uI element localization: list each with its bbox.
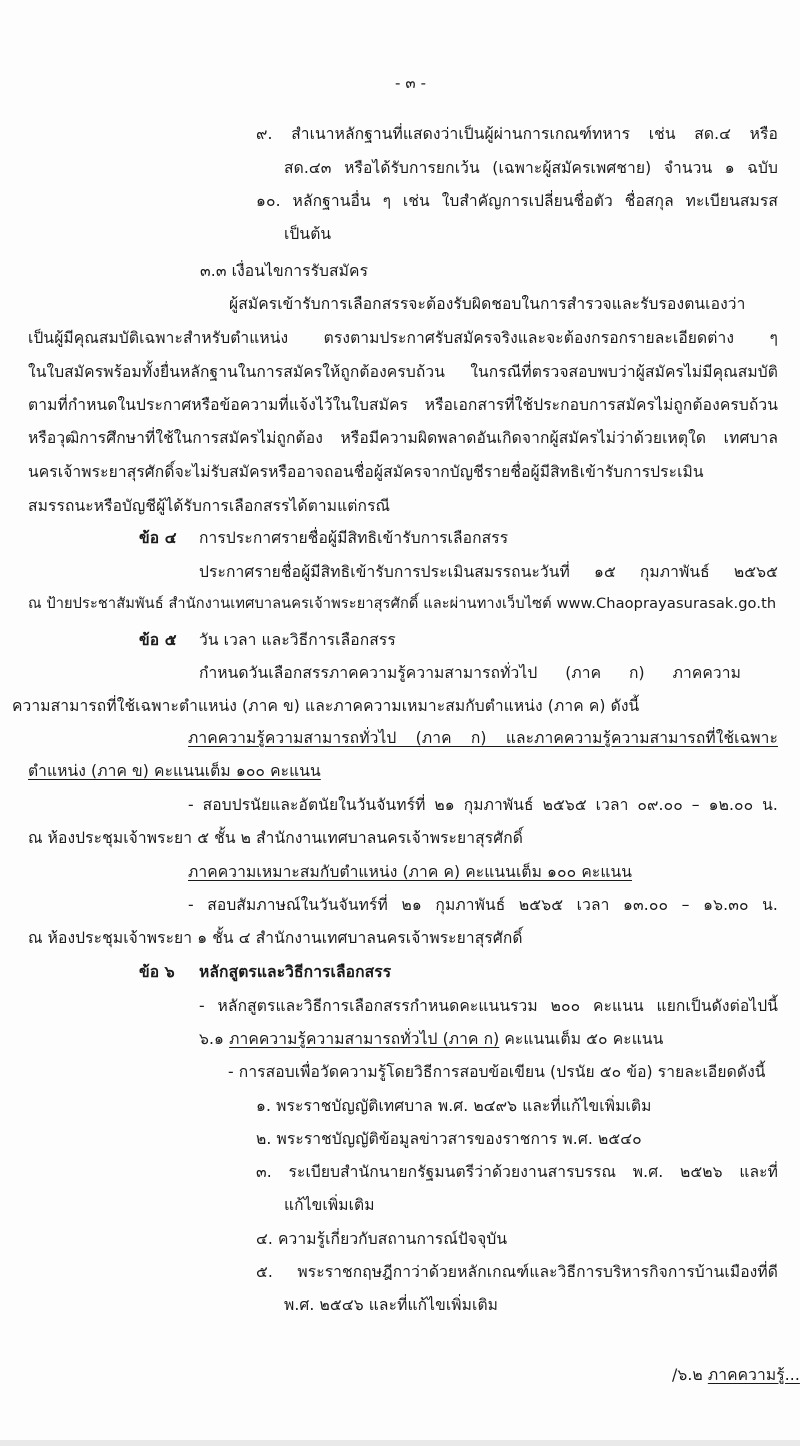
syllabus-item-3: ๓. ระเบียบสำนักนายกรัฐมนตรีว่าด้วยงานสารบรรณ พ.ศ. ๒๕๒๖ และที่: [256, 1163, 778, 1181]
clause-5-label: ข้อ ๕: [139, 631, 177, 649]
clause-5-line-1: กำหนดวันเลือกสรรภาคความรู้ความสามารถทั่วไป (ภาค ก) ภาคความ: [199, 664, 741, 682]
clause-4-label: ข้อ ๔: [139, 529, 177, 547]
syllabus-item-5: ๕. พระราชกฤษฎีกาว่าด้วยหลักเกณฑ์และวิธีการบริหารกิจการบ้านเมืองที่ดี: [256, 1263, 778, 1281]
section-3-3-heading: ๓.๓ เงื่อนไขการรับสมัคร: [200, 262, 369, 280]
page-bottom-edge: [0, 1440, 800, 1446]
continuation-note: [672, 1365, 800, 1385]
item-9-line-1: ๙. สำเนาหลักฐานที่แสดงว่าเป็นผู้ผ่านการเกณฑ์ทหาร เช่น สด.๔ หรือ: [256, 125, 778, 143]
section-3-3-line-3: ในใบสมัครพร้อมทั้งยื่นหลักฐานในการสมัครให้ถูกต้องครบถ้วน ในกรณีที่ตรวจสอบพบว่าผู้สมัครไม่มีคุณสมบัติ: [28, 363, 778, 381]
item-10-line-1: ๑๐. หลักฐานอื่น ๆ เช่น ใบสำคัญการเปลี่ยนชื่อตัว ชื่อสกุล ทะเบียนสมรส: [256, 192, 778, 210]
clause-5-underline-2: ตำแหน่ง (ภาค ข) คะแนนเต็ม ๑๐๐ คะแนน: [28, 762, 321, 780]
clause-5-underline-1: ภาคความรู้ความสามารถทั่วไป (ภาค ก) และภาคความรู้ความสามารถที่ใช้เฉพาะ: [188, 729, 778, 747]
clause-6-heading: หลักสูตรและวิธีการเลือกสรร: [199, 963, 392, 981]
continuation-prefix: /๖.๒: [672, 1366, 708, 1384]
clause-5-underline-3: ภาคความเหมาะสมกับตำแหน่ง (ภาค ค) คะแนนเต็ม ๑๐๐ คะแนน: [188, 863, 633, 881]
clause-6-1-title: ภาคความรู้ความสามารถทั่วไป (ภาค ก): [229, 1030, 500, 1048]
clause-6-line-1: - หลักสูตรและวิธีการเลือกสรรกำหนดคะแนนรวม ๒๐๐ คะแนน แยกเป็นดังต่อไปนี้: [199, 997, 778, 1015]
section-3-3-line-4: ตามที่กำหนดในประกาศหรือข้อความที่แจ้งไว้ในใบสมัคร หรือเอกสารที่ใช้ประกอบการสมัครไม่ถูกต้องครบถ้วน: [28, 396, 778, 414]
clause-4-line-1: ประกาศรายชื่อผู้มีสิทธิเข้ารับการประเมินสมรรถนะวันที่ ๑๕ กุมภาพันธ์ ๒๕๖๕: [199, 563, 778, 581]
syllabus-item-4: ๔. ความรู้เกี่ยวกับสถานการณ์ปัจจุบัน: [256, 1230, 508, 1248]
clause-6-1-score: คะแนนเต็ม ๕๐ คะแนน: [504, 1030, 664, 1048]
clause-4-line-2: ณ ป้ายประชาสัมพันธ์ สำนักงานเทศบาลนครเจ้าพระยาสุรศักดิ์ และผ่านทางเว็บไซต์ www.Chaoprayasurasak.go.th: [28, 595, 777, 612]
clause-5-line-2: ความสามารถที่ใช้เฉพาะตำแหน่ง (ภาค ข) และภาคความเหมาะสมกับตำแหน่ง (ภาค ค) ดังนี้: [12, 697, 640, 715]
section-3-3-line-6: นครเจ้าพระยาสุรศักดิ์จะไม่รับสมัครหรืออาจถอนชื่อผู้สมัครจากบัญชีรายชื่อผู้มีสิทธิเข้ารับการประเมิน: [28, 463, 704, 481]
syllabus-item-1: ๑. พระราชบัญญัติเทศบาล พ.ศ. ๒๔๙๖ และที่แก้ไขเพิ่มเติม: [256, 1097, 652, 1115]
syllabus-item-2: ๒. พระราชบัญญัติข้อมูลข่าวสารของราชการ พ.ศ. ๒๕๔๐: [256, 1130, 642, 1148]
item-9-line-2: สด.๔๓ หรือได้รับการยกเว้น (เฉพาะผู้สมัครเพศชาย) จำนวน ๑ ฉบับ: [284, 159, 778, 177]
section-3-3-line-5: หรือวุฒิการศึกษาที่ใช้ในการสมัครไม่ถูกต้อง หรือมีความผิดพลาดอันเกิดจากผู้สมัครไม่ว่าด้วยเหตุใด เทศบาล: [28, 429, 778, 447]
clause-5-detail-1-location: ณ ห้องประชุมเจ้าพระยา ๕ ชั้น ๒ สำนักงานเทศบาลนครเจ้าพระยาสุรศักดิ์: [28, 829, 523, 847]
clause-6-1-number: ๖.๑: [199, 1030, 225, 1048]
clause-4-heading: การประกาศรายชื่อผู้มีสิทธิเข้ารับการเลือกสรร: [199, 529, 509, 547]
clause-5-heading: วัน เวลา และวิธีการเลือกสรร: [199, 631, 396, 649]
syllabus-item-3-cont: แก้ไขเพิ่มเติม: [284, 1196, 375, 1214]
syllabus-item-5-cont: พ.ศ. ๒๕๔๖ และที่แก้ไขเพิ่มเติม: [284, 1296, 499, 1314]
continuation-text: ภาคความรู้...: [707, 1366, 800, 1384]
clause-5-detail-1: - สอบปรนัยและอัตนัยในวันจันทร์ที่ ๒๑ กุมภาพันธ์ ๒๕๖๕ เวลา ๐๙.๐๐ – ๑๒.๐๐ น.: [188, 796, 778, 814]
clause-6-1-line: [199, 1029, 663, 1049]
item-10-line-2: เป็นต้น: [284, 225, 332, 243]
clause-6-label: ข้อ ๖: [139, 963, 175, 981]
clause-5-detail-2: - สอบสัมภาษณ์ในวันจันทร์ที่ ๒๑ กุมภาพันธ์ ๒๕๖๕ เวลา ๑๓.๐๐ – ๑๖.๓๐ น.: [188, 896, 778, 914]
section-3-3-line-7: สมรรถนะหรือบัญชีผู้ได้รับการเลือกสรรได้ตามแต่กรณี: [28, 497, 391, 515]
clause-6-line-3: - การสอบเพื่อวัดความรู้โดยวิธีการสอบข้อเขียน (ปรนัย ๕๐ ข้อ) รายละเอียดดังนี้: [228, 1063, 766, 1081]
section-3-3-line-1: ผู้สมัครเข้ารับการเลือกสรรจะต้องรับผิดชอบในการสำรวจและรับรองตนเองว่า: [229, 295, 746, 313]
section-3-3-line-2: เป็นผู้มีคุณสมบัติเฉพาะสำหรับตำแหน่ง ตรงตามประกาศรับสมัครจริงและจะต้องกรอกรายละเอียดต่าง ๆ: [28, 329, 778, 347]
clause-5-detail-2-location: ณ ห้องประชุมเจ้าพระยา ๑ ชั้น ๔ สำนักงานเทศบาลนครเจ้าพระยาสุรศักดิ์: [28, 929, 523, 947]
page-number: - ๓ -: [395, 74, 427, 92]
